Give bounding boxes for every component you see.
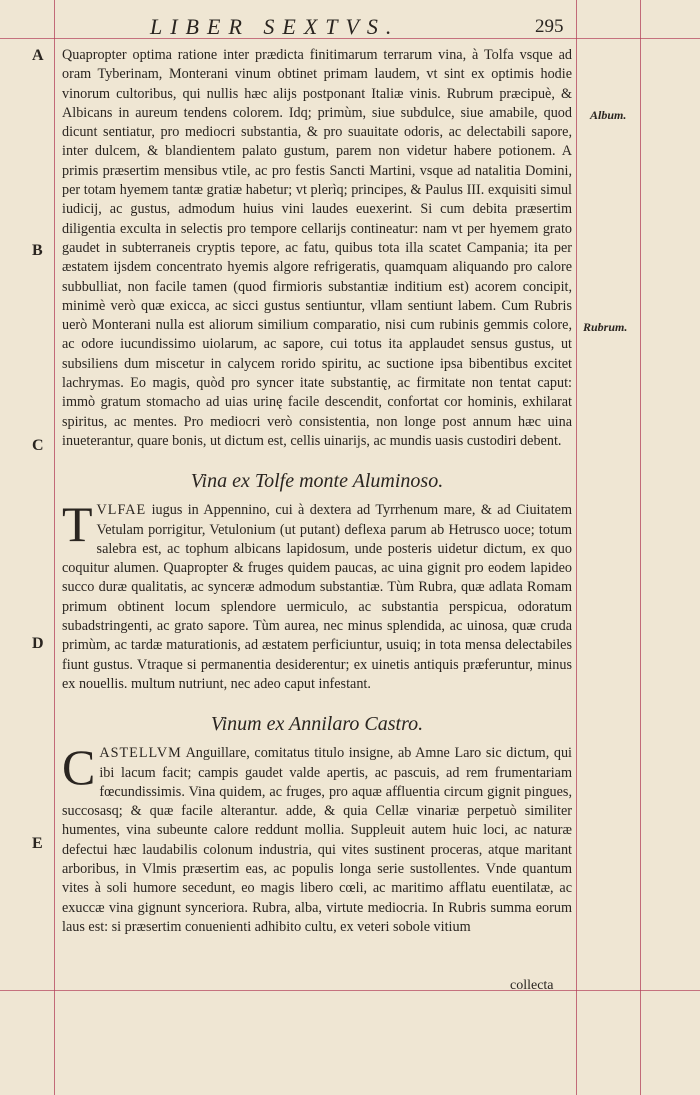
margin-letter-d: D [32,635,44,652]
margin-letter-e: E [32,835,43,852]
first-word-tulfae: VLFAE [96,502,147,519]
margin-letter-b: B [32,242,43,259]
margin-letter-c: C [32,437,44,454]
text-block [62,46,572,937]
running-title: LIBER SEXTVS. [150,14,400,39]
drop-capital-t: T [62,496,93,553]
margin-letter-a: A [32,47,44,64]
margin-note-rubrum: Rubrum. [583,320,628,334]
drop-capital-c: C [62,739,96,796]
margin-rule-left [54,0,55,1095]
footer-rule [0,990,700,991]
paragraph-monterani: Quapropter optima ratione inter prædicta finitimarum terrarum vina, à Tolfa vsque ad oram Tyberinam, Monterani vinum obtinet primam laudem, vt sint ex optimis hodie vinorum cultoribus, qui nullis hæc alijs postponant Italiæ vinis. Rubrum præcipuè, & Albicans in aureum tendens colorem. Idq; primùm, siue subdulce, siue amabile, quod dicunt sentiatur, pro mediocri substantia, & pro suauitate odoris, ac delectabili sapore, inter dulcem, & blandientem palato gustum, parem non videtur habere potionem. A primis præsertim mensibus vtile, ac pro festis Sancti Martini, vsque ad natalitia Domini, per totam hyemem tantæ gratiæ habetur; vt plerìq; principes, & Paulus III. exquisiti simul iudicij, ac gustus, admodum huius vini laudes euexerint. Si cum debita præsertim diligentia exculta in selectis pro tempore cellarijs contineatur: nam vt per hyemem grato gaudet in subterraneis cryptis tepore, ac fatu, quibus tota illa scatet Campania; ita per æstatem ijsdem concentrato hyemis algore refrigeratis, quamquam aliquando pro calore subbulliat, non facile tamen (quod firmioris substantiæ inditium est) acorem concipit, minimè verò quæ exicca, ac sicci gustus sentiuntur, vllam sentiunt labem. Cum Rubris uerò Monterani nulla est aliorum similium comparatio, nisi cum rubinis gemmis colore, ac odore iucundissimo uiolarum, ac sapore, cui totus ita applaudet sensus gustus, ut subsiliens dum miscetur in calycem rorido spiritu, ac suctione ipsa bibentibus excitet lachrymas. Eo magis, quòd pro syncer itate substantię, ac firmitate non tentat caput: immò gratum stomacho ad uias urinę facile descendit, confortat cor hominis, exhilarat spiritus, ac mentes. Pro mediocri verò consistentia, non longe post annum hæc uina inueterantur, quare bonis, ut dictum est, cellis uinarijs, ac mundis uasis custodiri debent. [62,47,572,449]
section-heading-annilaro: Vinum ex Annilaro Castro. [210,713,424,736]
margin-rule-right [576,0,577,1095]
paragraph-annilaro-text: Anguillare, comitatus titulo insigne, ab Amne Laro sic dictum, qui ibi lacum facit; campis gaudet valde apertis, ac pascuis, ad rem frumentariam fœcundissimis. Vina quidem, ac fruges, pro aquæ affluentia circum gignit pingues, succosasq; & quæ facile alterantur. adde, & quia Cellæ vinariæ perpetuò similiter humentes, vina subeunte calore reddunt mollia. Suppleuit autem huic loci, ac naturæ defectui hæc laudabilis colonum industria, qui vites sustinent proceras, atque maritant arboribus, in Vlmis præsertim eas, ac populis longa serie sustollentes. Vnde quantum vites à soli humore secedunt, eo magis libero cœli, ac maritimo afflatu euentilatæ, ac exuccæ vina gignunt synceriora. Rubra, alba, virtute mediocria. In Rubris summa eorum laus est: si præsertim conuenienti adhibito cultu, ex veteri sobole vitium [62,745,572,935]
paragraph-tolfa-text: iugus in Appennino, cui à dextera ad Tyrrhenum mare, & ad Ciuitatem Vetulam porrigitur, Vetulonium (ut putant) deflexa parum ab Hetrusco uoce; totum salebra est, ac tophum albicans lapidosum, unde posteris uidetur dictum, ex quo coquitur alumen. Quapropter & fruges quidem paucas, ac uina gignit pro eodem lapideo succo duræ qualitatis, ac synceræ admodum substantiæ. Tùm Rubra, quæ adlata Romam primum obtinent locum splendore uermiculo, ac substantia perspicua, odoratum subadstringenti, ac grato sapore. Tùm aurea, nec minus splendida, ac uinosa, quæ cruda primùm, ac tardæ maturationis, ad æstatem perficiuntur, usuiq; in tota mensa delectabiles fiunt gustus. Vtraque si permanentia desiderentur; ex uinetis antiquis præferuntur, minus ex nouellis. multum nutriunt, nec adeo caput infestant. [62,502,572,692]
catchword: collecta [510,978,554,993]
page-number: 295 [535,16,564,37]
margin-note-album: Album. [590,108,627,122]
paragraph-tolfa [62,496,572,694]
margin-rule-outer [640,0,641,1095]
paragraph-annilaro [62,739,572,937]
first-word-castellum: ASTELLVM [99,745,182,762]
section-heading-tolfa: Vina ex Tolfe monte Aluminoso. [190,470,444,493]
